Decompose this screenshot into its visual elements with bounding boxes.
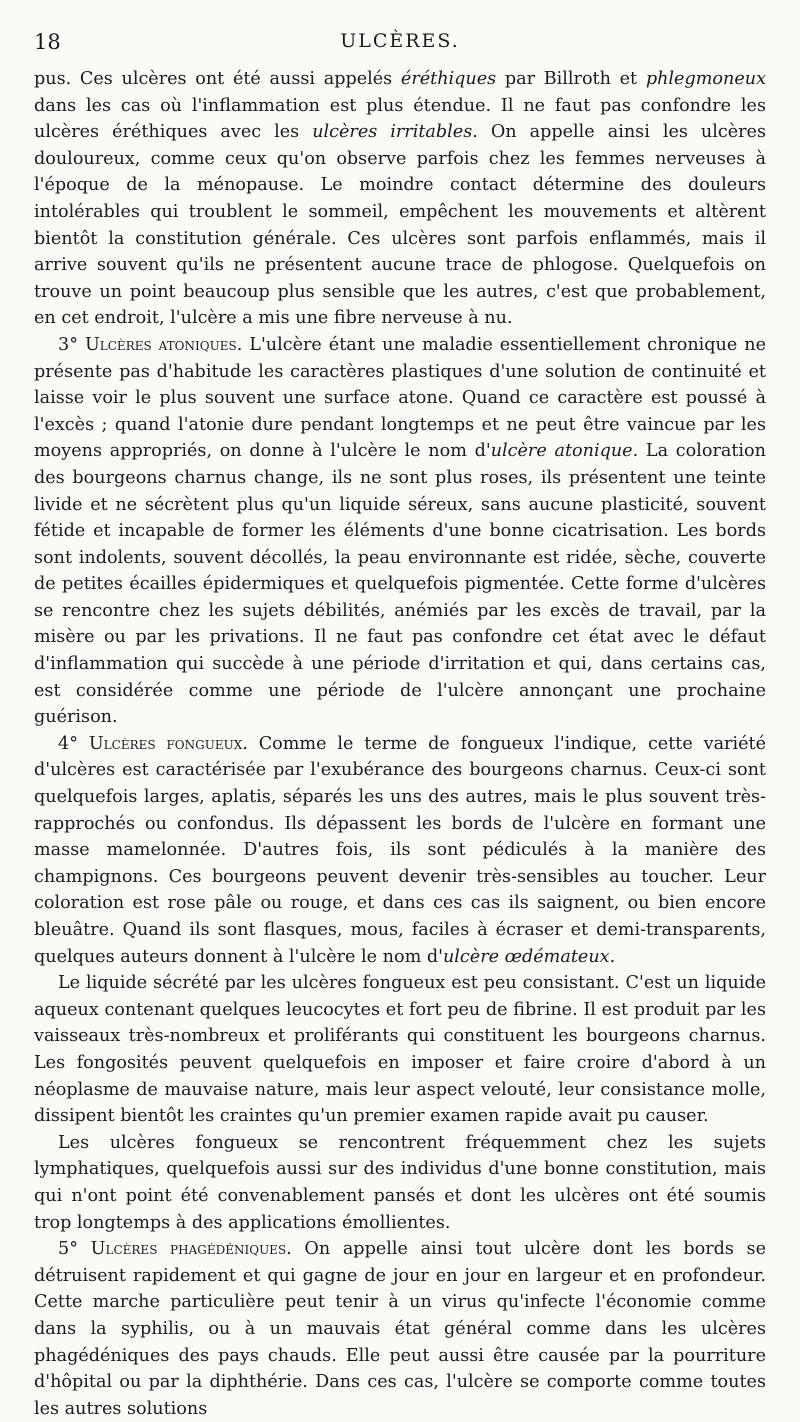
text-run: . On appelle ainsi les ulcères douloureux, comme ceux qu'on observe parfois chez les femmes nerveuses à l'époque de la ménopause. Le moindre contact détermine des douleurs intolérables qui troublent le sommeil, empêchent les mouvements et altèrent bientôt la constitution générale. Ces ulcères sont parfois enflammés, mais il arrive souvent qu'ils ne présentent aucune trace de phlogose. Quelquefois on trouve un point beaucoup plus sensible que les autres, c'est que probablement, en cet endroit, l'ulcère a mis une fibre nerveuse à nu. <box>34 122 766 329</box>
text-run: . L'ulcère étant une maladie essentiellement chronique ne présente pas d'habitude les caractères plastiques d'une solution de continuité et laisse voir le plus souvent une surface atone. Quand ce caractère est poussé à l'excès ; quand l'atonie dure pendant longtemps et ne peut être vaincue par les moyens appropriés, on donne à l'ulcère le nom d' <box>34 334 766 462</box>
paragraph-p6 <box>34 1236 766 1422</box>
text-run: 5° <box>58 1239 91 1260</box>
section-heading: Ulcères atoniques <box>84 334 237 355</box>
italic-term: ulcère atonique <box>490 441 633 462</box>
paragraph-p1 <box>34 66 766 332</box>
text-run: pus. Ces ulcères ont été aussi appelés <box>34 69 401 89</box>
paragraph-p3 <box>34 731 766 970</box>
text-run: dans les cas où l'inflammation est plus étendue. Il ne faut pas confondre les ulcères éréthiques avec les <box>34 95 766 143</box>
running-title: ULCÈRES. <box>340 30 460 52</box>
text-run: 4° <box>58 733 89 754</box>
text-run: par Billroth et <box>496 69 646 89</box>
text-run: Les ulcères fongueux se rencontrent fréquemment chez les sujets lymphatiques, quelquefois aussi sur des individus d'une bonne constitution, mais qui n'ont point été convenablement pansés et dont les ulcères ont été soumis trop longtemps à des applications émollientes. <box>34 1132 766 1233</box>
text-run: . <box>609 946 616 967</box>
text-run: Le liquide sécrété par les ulcères fongueux est peu consistant. C'est un liquide aqueux contenant quelques leucocytes et fort peu de fibrine. Il est produit par les vaisseaux très-nombreux et proliférants qui constituent les bourgeons charnus. Les fongosités peuvent quelquefois en imposer et faire croire d'abord à un néoplasme de mauvaise nature, mais leur aspect velouté, leur consistance molle, dissipent bientôt les craintes qu'un premier examen rapide avait pu causer. <box>34 973 766 1127</box>
italic-term: ulcères irritables <box>312 122 473 143</box>
section-heading: Ulcères phagédéniques <box>90 1239 287 1260</box>
paragraph-p2 <box>34 332 766 731</box>
text-run: . On appelle ainsi tout ulcère dont les bords se détruisent rapidement et qui gagne de jour en jour en largeur et en profondeur. Cette marche particulière peut tenir à un virus qu'infecte l'économie comme dans la syphilis, ou à un mauvais état général comme dans les ulcères phagédéniques des pays chauds. Elle peut aussi être causée par la pourriture d'hôpital ou par la diphthérie. Dans ces cas, l'ulcère se comporte comme toutes les autres solutions <box>34 1239 767 1419</box>
body-text <box>34 66 766 1422</box>
page-header <box>34 30 766 58</box>
italic-term: éréthiques <box>400 69 497 89</box>
italic-term: phlegmoneux <box>645 69 766 89</box>
paragraph-p5 <box>34 1130 766 1236</box>
text-run: 3° <box>58 334 85 355</box>
text-run: . La coloration des bourgeons charnus change, ils ne sont plus roses, ils présentent une teinte livide et ne sécrètent plus qu'un liquide séreux, sans aucune plasticité, souvent fétide et incapable de former les éléments d'une bonne cicatrisation. Les bords sont indolents, souvent décollés, la peau environnante est ridée, sèche, couverte de petites écailles épidermiques et quelquefois pigmentée. Cette forme d'ulcères se rencontre chez les sujets débilités, anémiés par les excès de travail, par la misère ou par les privations. Il ne faut pas confondre cet état avec le défaut d'inflammation qui succède à une période d'irritation et qui, dans certains cas, est considérée comme une période de l'ulcère annonçant une prochaine guérison. <box>34 441 766 728</box>
page-number: 18 <box>34 30 61 54</box>
text-run: . Comme le terme de fongueux l'indique, cette variété d'ulcères est caractérisée par l'exubérance des bourgeons charnus. Ceux-ci sont quelquefois larges, aplatis, séparés les uns des autres, mais le plus souvent très-rapprochés ou confondus. Ils dépassent les bords de l'ulcère en formant une masse mamelonnée. D'autres fois, ils sont pédiculés à la manière des champignons. Ces bourgeons peuvent devenir très-sensibles au toucher. Leur coloration est rose pâle ou rouge, et dans ces cas ils saignent, ou bien encore bleuâtre. Quand ils sont flasques, mous, faciles à écraser et demi-transparents, quelques auteurs donnent à l'ulcère le nom d' <box>34 733 766 967</box>
italic-term: ulcère œdémateux <box>442 946 610 967</box>
section-heading: Ulcères fongueux <box>88 733 243 754</box>
paragraph-p4 <box>34 970 766 1130</box>
